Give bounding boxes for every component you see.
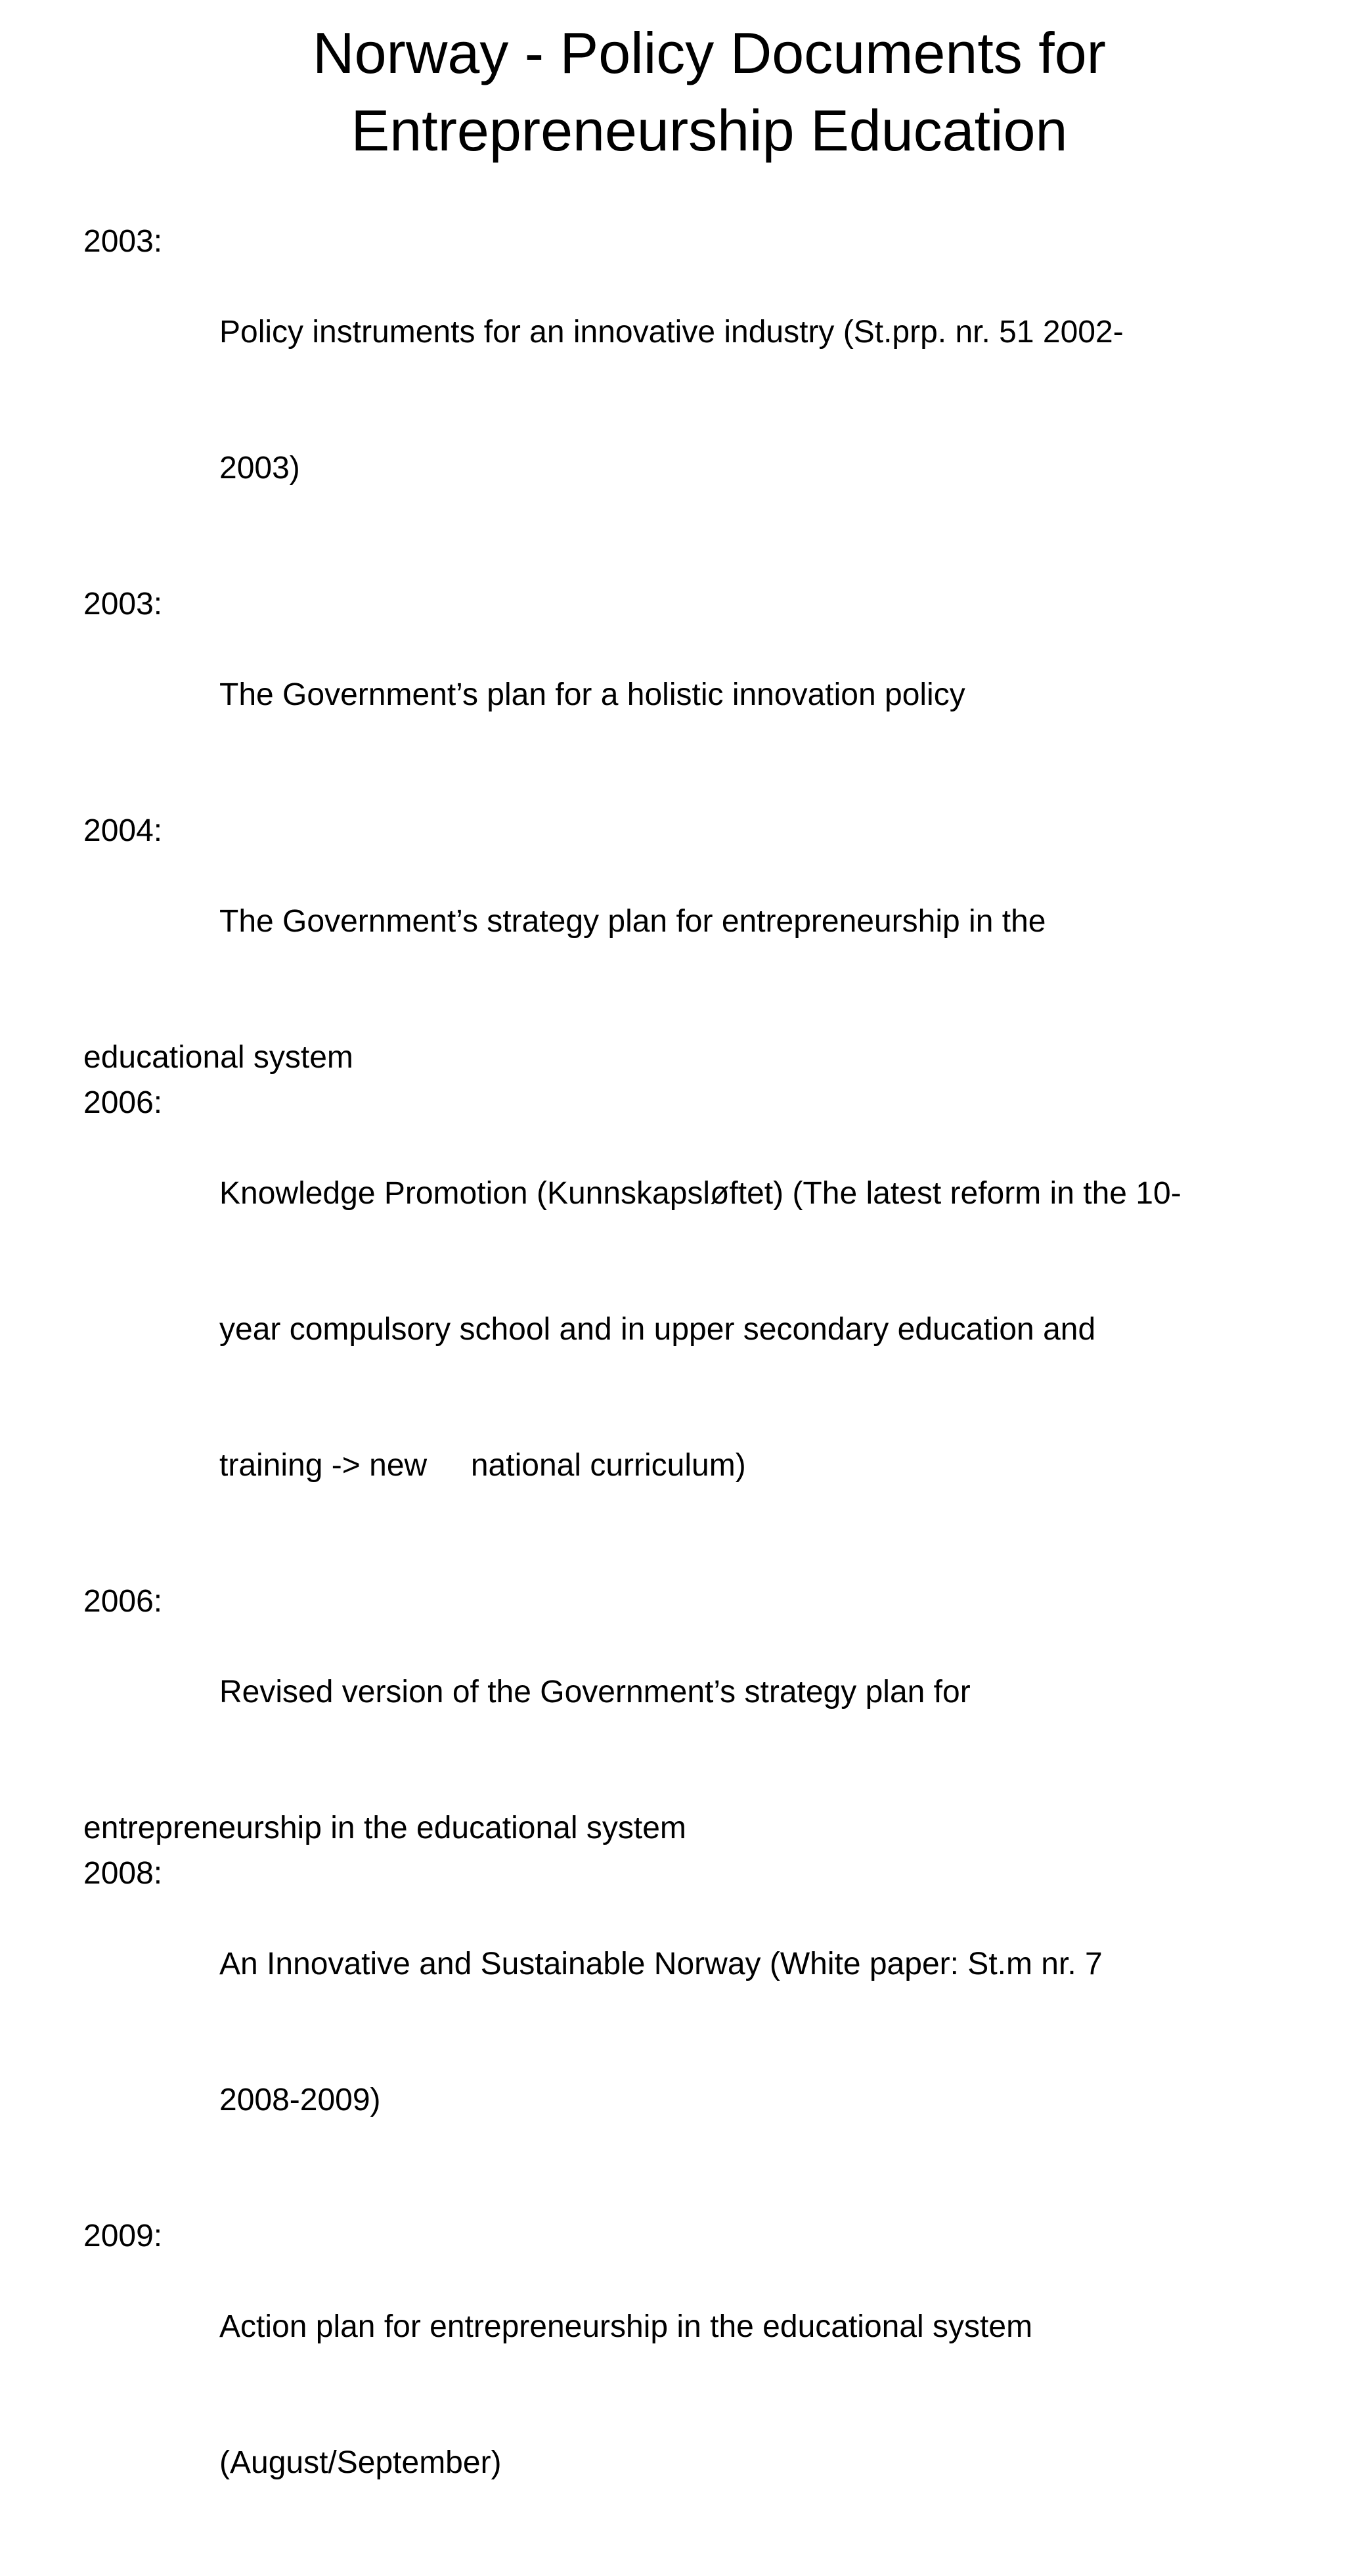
timeline-entry [83,1579,1292,1851]
slide-title-line: Norway - Policy Documents for [313,20,1106,85]
timeline-entry [83,2213,1292,2576]
entry-year: 2006: [83,1085,163,1120]
entry-text-line: An Innovative and Sustainable Norway (White paper: St.m nr. 7 [219,1947,1103,1981]
timeline-entry [83,219,1292,581]
entry-year: 2008: [83,1856,163,1891]
slide-title [197,14,1222,169]
entry-text-line: 2008-2009) [219,2083,381,2117]
entry-text-line: The Government’s strategy plan for entrepreneurship in the [219,904,1046,939]
entry-text-line: Knowledge Promotion (Kunnskapsløftet) (The latest reform in the 10- [219,1176,1181,1211]
timeline-entry [83,1080,1292,1579]
entry-text-continuation: educational system [83,1040,353,1075]
entry-year: 2003: [83,224,163,259]
timeline-entry [83,1851,1292,2213]
entry-text-line: Policy instruments for an innovative industry (St.prp. nr. 51 2002- [219,315,1124,350]
entry-text-line: The Government’s plan for a holistic innovation policy [219,677,965,712]
timeline-entry [83,581,1292,808]
entry-text-line: 2003) [219,451,300,486]
entry-text-line: year compulsory school and in upper secondary education and [219,1312,1096,1347]
entry-year: 2004: [83,813,163,848]
entry-text-line: (August/September) [219,2445,502,2480]
entry-year: 2009: [83,2219,163,2253]
entry-text-line: Revised version of the Government’s strategy plan for [219,1675,971,1709]
slide-title-line: Entrepreneurship Education [351,98,1068,163]
policy-timeline [83,219,1292,2576]
entry-year: 2003: [83,587,163,621]
entry-year: 2006: [83,1584,163,1619]
timeline-entry [83,808,1292,1080]
entry-text-line: Action plan for entrepreneurship in the educational system [219,2309,1033,2344]
entry-text-continuation: entrepreneurship in the educational system [83,1811,686,1845]
entry-text-line: training -> new national curriculum) [219,1448,746,1483]
